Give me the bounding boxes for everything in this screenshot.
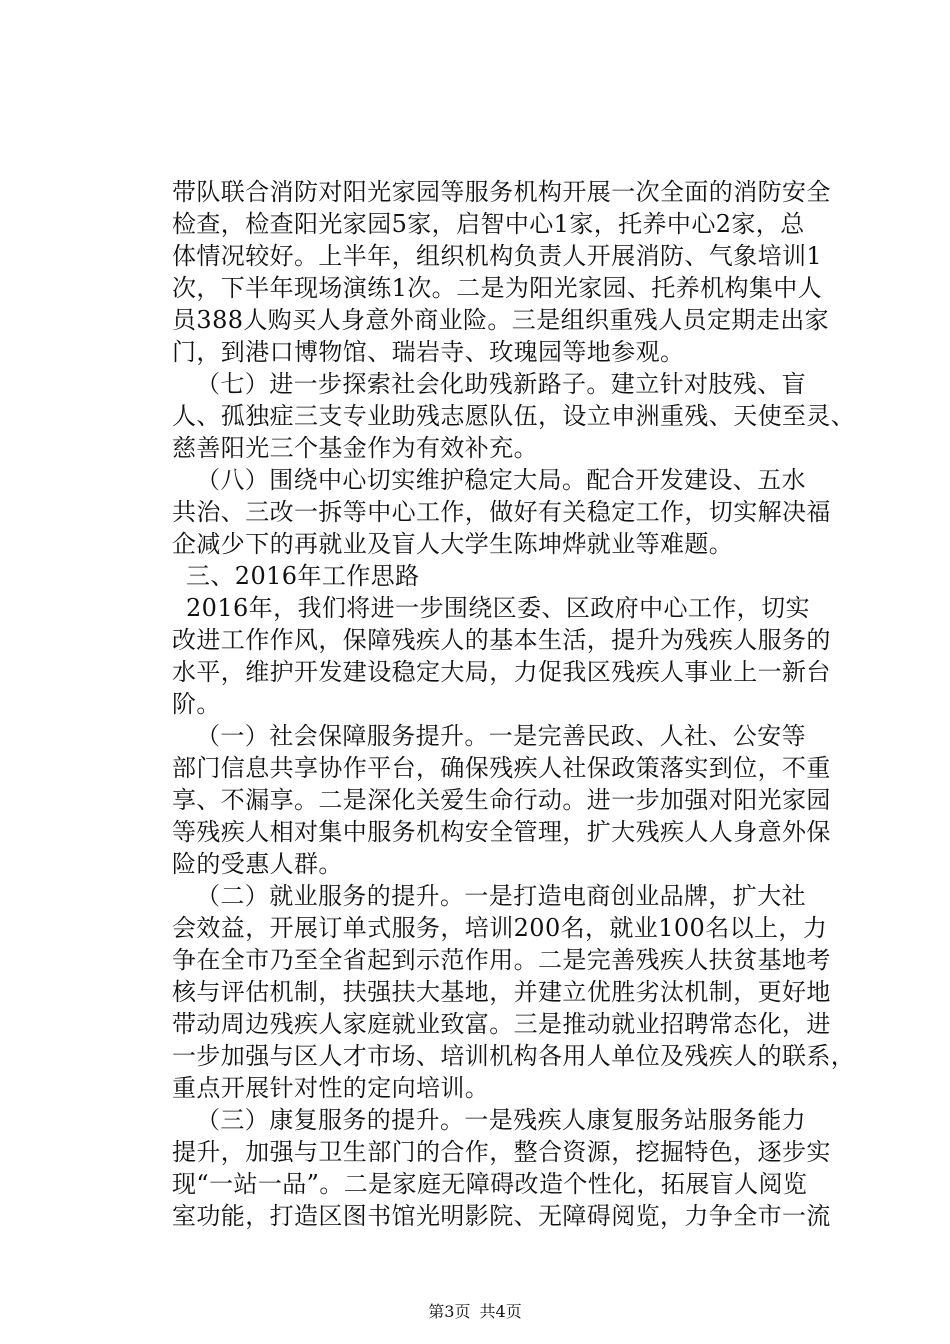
section-heading-3: 三、2016年工作思路 bbox=[186, 562, 420, 590]
text-line: 带队联合消防对阳光家园等服务机构开展一次全面的消防安全 bbox=[172, 178, 831, 206]
text-line: 水平，维护开发建设稳定大局，力促我区残疾人事业上一新台 bbox=[172, 658, 831, 686]
text-line: 部门信息共享协作平台，确保残疾人社保政策落实到位，不重 bbox=[172, 754, 831, 782]
text-line: 享、不漏享。二是深化关爱生命行动。进一步加强对阳光家园 bbox=[172, 786, 831, 814]
text-line: 2016年，我们将进一步围绕区委、区政府中心工作，切实 bbox=[186, 594, 810, 622]
text-line: 检查，检查阳光家园5家，启智中心1家，托养中心2家，总 bbox=[172, 210, 805, 238]
text-line: 险的受惠人群。 bbox=[172, 850, 343, 878]
text-line: 一步加强与区人才市场、培训机构各用人单位及残疾人的联系， bbox=[172, 1042, 856, 1070]
text-line: 共治、三改一拆等中心工作，做好有关稳定工作，切实解决福 bbox=[172, 498, 831, 526]
subsection-heading-1: （一）社会保障服务提升。一是完善民政、人社、公安等 bbox=[196, 722, 806, 750]
text-line: 现“一站一品”。二是家庭无障碍改造个性化，拓展盲人阅览 bbox=[172, 1170, 808, 1198]
text-line: 改进工作作风，保障残疾人的基本生活，提升为残疾人服务的 bbox=[172, 626, 831, 654]
text-line: 门，到港口博物馆、瑞岩寺、玫瑰园等地参观。 bbox=[172, 338, 685, 366]
subsection-heading-3: （三）康复服务的提升。一是残疾人康复服务站服务能力 bbox=[196, 1106, 806, 1134]
page-number: 第3页 bbox=[428, 1302, 471, 1321]
text-line: 员388人购买人身意外商业险。三是组织重残人员定期走出家 bbox=[172, 306, 830, 334]
subsection-heading-2: （二）就业服务的提升。一是打造电商创业品牌，扩大社 bbox=[196, 882, 806, 910]
text-line: 人、孤独症三支专业助残志愿队伍，设立申洲重残、天使至灵、 bbox=[172, 402, 856, 430]
text-line: 室功能，打造区图书馆光明影院、无障碍阅览，力争全市一流 bbox=[172, 1202, 831, 1230]
text-line: 重点开展针对性的定向培训。 bbox=[172, 1074, 490, 1102]
text-line: 慈善阳光三个基金作为有效补充。 bbox=[172, 434, 538, 462]
text-line: 争在全市乃至全省起到示范作用。二是完善残疾人扶贫基地考 bbox=[172, 946, 831, 974]
text-line: 会效益，开展订单式服务，培训200名，就业100名以上，力 bbox=[172, 914, 828, 942]
text-line: 企减少下的再就业及盲人大学生陈坤烨就业等难题。 bbox=[172, 530, 734, 558]
text-line: 阶。 bbox=[172, 690, 221, 718]
text-line: 核与评估机制，扶强扶大基地，并建立优胜劣汰机制，更好地 bbox=[172, 978, 831, 1006]
text-line: 提升，加强与卫生部门的合作，整合资源，挖掘特色，逐步实 bbox=[172, 1138, 831, 1166]
page-total: 共4页 bbox=[479, 1302, 522, 1321]
text-line: 体情况较好。上半年，组织机构负责人开展消防、气象培训1 bbox=[172, 242, 823, 270]
text-line: 次，下半年现场演练1次。二是为阳光家园、托养机构集中人 bbox=[172, 274, 823, 302]
text-line: 带动周边残疾人家庭就业致富。三是推动就业招聘常态化，进 bbox=[172, 1010, 831, 1038]
section-heading-7: （七）进一步探索社会化助残新路子。建立针对肢残、盲 bbox=[196, 370, 806, 398]
page-footer bbox=[0, 1302, 950, 1322]
text-line: 等残疾人相对集中服务机构安全管理，扩大残疾人人身意外保 bbox=[172, 818, 831, 846]
section-heading-8: （八）围绕中心切实维护稳定大局。配合开发建设、五水 bbox=[196, 466, 806, 494]
